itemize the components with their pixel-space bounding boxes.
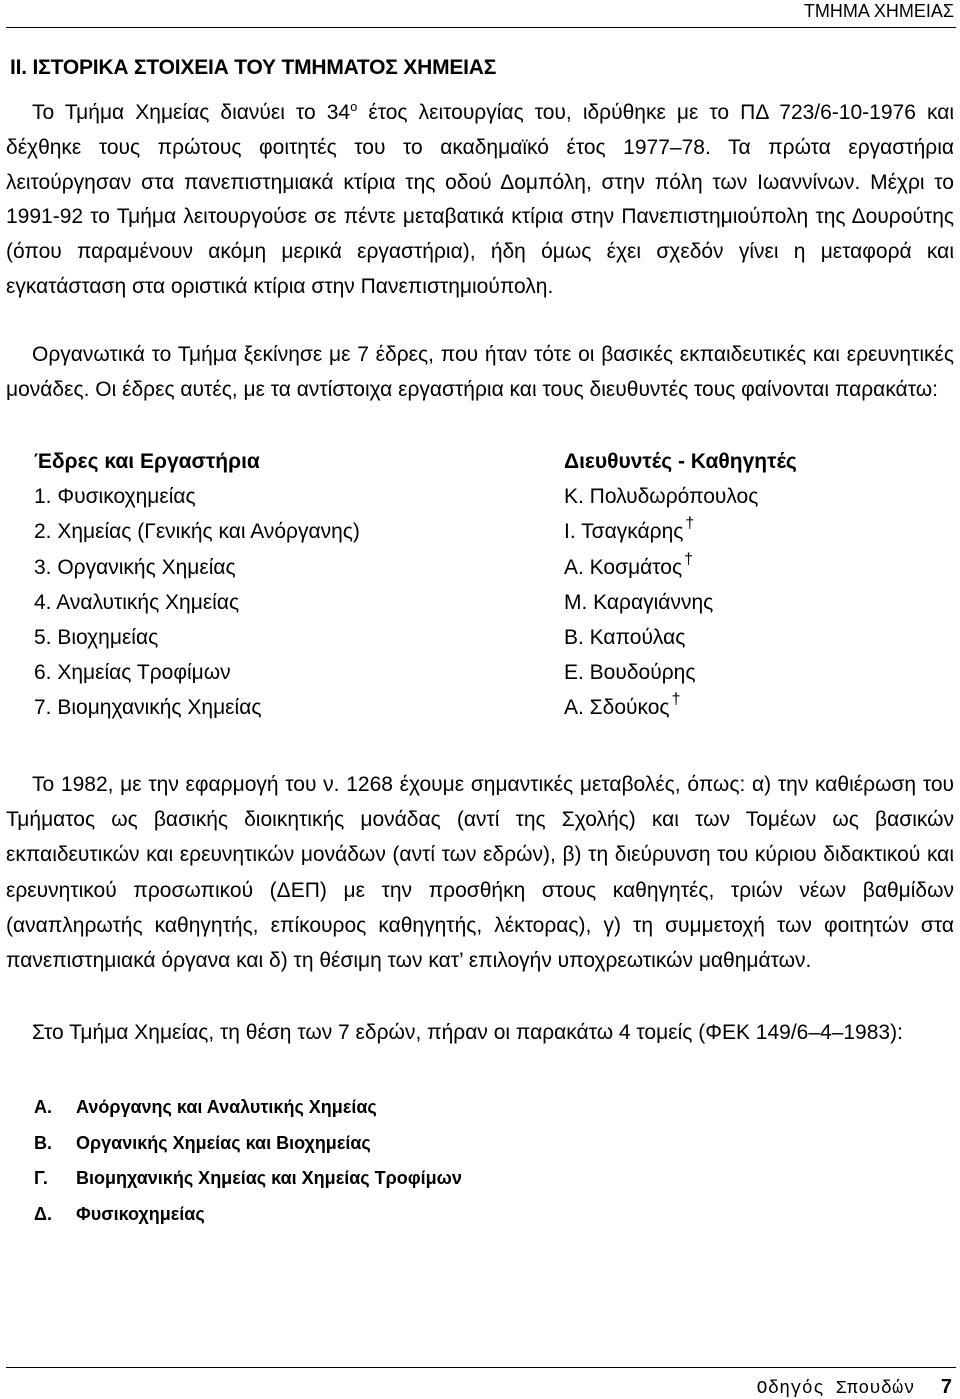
- guide-label: Οδηγός Σπουδών: [756, 1379, 915, 1399]
- dagger-mark: †: [684, 550, 694, 568]
- sector-letter: Δ.: [34, 1203, 52, 1224]
- sector-name: Ανόργανης και Αναλυτικής Χημείας: [76, 1097, 377, 1117]
- chair-name: 7. Βιομηχανικής Χημείας: [34, 696, 262, 720]
- footer-divider: [6, 1367, 956, 1368]
- faculty-row: [34, 620, 934, 655]
- faculty-row: [34, 655, 934, 690]
- director-name: Α. Σδούκος †: [564, 691, 681, 720]
- header-divider: [6, 27, 956, 28]
- sectors-intro-paragraph: Στο Τμήμα Χημείας, τη θέση των 7 εδρών, πήραν οι παρακάτω 4 τομείς (ΦΕΚ 149/6–4–1983):: [32, 1021, 903, 1044]
- faculty-row: [34, 585, 934, 620]
- director-name: Κ. Πολυδωρόπουλος: [564, 485, 759, 509]
- sector-letter: Γ.: [34, 1168, 48, 1188]
- faculty-row: [34, 514, 934, 549]
- chair-name: 5. Βιοχημείας: [34, 625, 159, 649]
- section-title: ΙΙ. ΙΣΤΟΡΙΚΑ ΣΤΟΙΧΕΙΑ ΤΟΥ ΤΜΗΜΑΤΟΣ ΧΗΜΕΙΑΣ: [10, 56, 497, 79]
- director-name: Μ. Καραγιάννης: [564, 590, 714, 614]
- director-name: Ε. Βουδούρης: [564, 661, 696, 685]
- chair-name: 4. Αναλυτικής Χημείας: [34, 590, 240, 614]
- history-text-start: Το Τμήμα Χημείας διανύει το 34: [32, 101, 351, 124]
- sector-letter: Α.: [34, 1097, 52, 1117]
- chair-name: 2. Χημείας (Γενικής και Ανόργανης): [34, 520, 360, 544]
- history-paragraph: [6, 90, 954, 305]
- history-text-rest: έτος λειτουργίας του, ιδρύθηκε με το ΠΔ 723/6-10-1976 και δέχθηκε τους πρώτους φοιτητές του το ακαδημαϊκό έτος 1977–78. Τα πρώτα εργαστήρια λειτούργησαν στα πανεπιστημιακά κτίρια της οδού Δομπόλη, στην πόλη των Ιωαννίνων. Μέχρι το 1991-92 το Τμήμα λειτουργούσε σε πέντε μεταβατικά κτίρια στην Πανεπιστημιούπολη της Δουρούτης (όπου παραμένουν ακόμη μερικά εργαστήρια), ήδη όμως έχει σχεδόν γίνει η μεταφορά και εγκατάσταση στα οριστικά κτίρια στην Πανεπιστημιούπολη.: [6, 101, 954, 298]
- running-footer: [757, 1376, 952, 1399]
- page-number: 7: [940, 1376, 952, 1398]
- dagger-mark: †: [671, 691, 681, 709]
- faculty-row: [34, 690, 934, 725]
- faculty-table: [34, 444, 934, 726]
- director-name: Ι. Τσαγκάρης †: [564, 515, 695, 544]
- department-name: ΤΜΗΜΑ ΧΗΜΕΙΑΣ: [803, 1, 954, 21]
- running-header: [0, 0, 954, 28]
- chair-name: 6. Χημείας Τροφίμων: [34, 661, 231, 685]
- faculty-row: [34, 479, 934, 514]
- director-name: Β. Καπούλας: [564, 625, 686, 649]
- director-name: Α. Κοσμάτος †: [564, 550, 694, 579]
- reform-paragraph: Το 1982, με την εφαρμογή του ν. 1268 έχουμε σημαντικές μεταβολές, όπως: α) την καθιέρωση του Τμήματος ως βασικής διοικητικής μονάδας (αντί της Σχολής) και των Τομέων ως βασικών εκπαιδευτικών και ερευνητικών μονάδων (αντί των εδρών), β) τη διεύρυνση του κύριου διδακτικού και ερευνητικού προσωπικού (ΔΕΠ) με την προσθήκη στους καθηγητές, τριών νέων βαθμίδων (αναπληρωτής καθηγητής, επίκουρος καθηγητής, λέκτορας), γ) τη συμμετοχή των φοιτητών στα πανεπιστημιακά όργανα και δ) τη θέσιμη των κατ’ επιλογήν υποχρεωτικών μαθημάτων.: [6, 773, 954, 973]
- chair-name: 1. Φυσικοχημείας: [34, 485, 196, 509]
- faculty-table-header: [34, 444, 934, 479]
- directors-header: Διευθυντές - Καθηγητές: [564, 450, 797, 473]
- sector-letter: Β.: [34, 1132, 52, 1153]
- ordinal-indicator: ο: [350, 99, 358, 114]
- chair-name: 3. Οργανικής Χημείας: [34, 555, 236, 579]
- sector-name: Οργανικής Χημείας και Βιοχημείας: [76, 1132, 371, 1153]
- faculty-row: [34, 550, 934, 585]
- chairs-header: Έδρες και Εργαστήρια: [34, 450, 260, 473]
- dagger-mark: †: [685, 515, 695, 533]
- sector-name: Βιομηχανικής Χημείας και Χημείας Τροφίμων: [76, 1168, 462, 1188]
- organization-paragraph: Οργανωτικά το Τμήμα ξεκίνησε με 7 έδρες, που ήταν τότε οι βασικές εκπαιδευτικές και ερευνητικές μονάδες. Οι έδρες αυτές, με τα αντίστοιχα εργαστήρια και τους διευθυντές τους φαίνονται παρακάτω:: [6, 343, 954, 401]
- sector-name: Φυσικοχημείας: [76, 1203, 205, 1224]
